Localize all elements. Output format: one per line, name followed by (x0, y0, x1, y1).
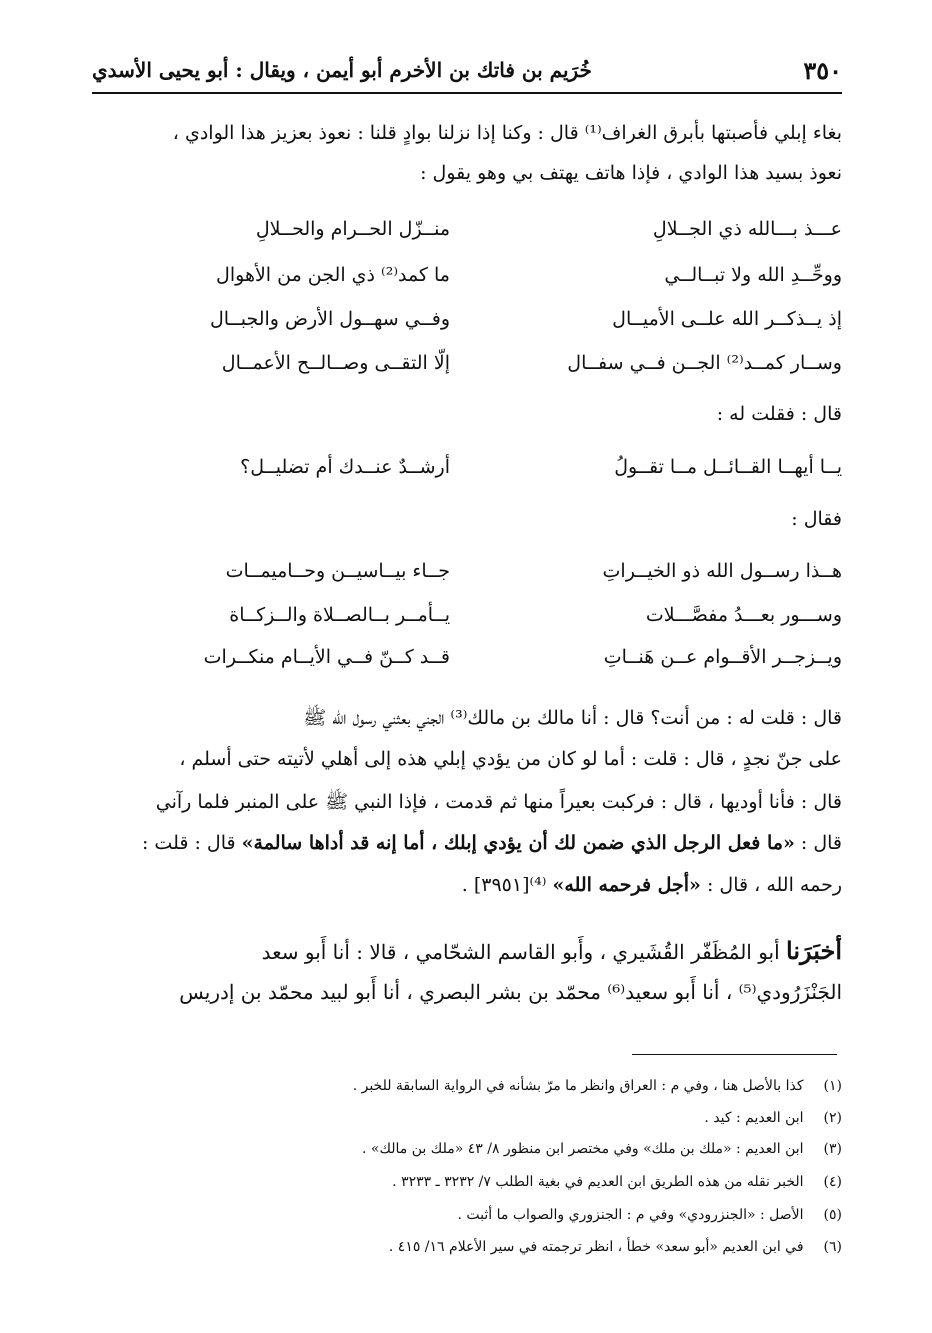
narration-said-2: قال : قلت : (141, 832, 236, 854)
verse-3-right: إذ يــذكــر الله علــى الأميــال (612, 308, 842, 330)
verse-6-left: جــاء بيــاسيــن وحــاميمــات (225, 560, 450, 582)
narration-rahimahu: رحمه الله ، قال : (706, 874, 842, 896)
header-rule (92, 92, 842, 94)
said-line-2: فقال : (791, 508, 842, 530)
narration-said: قال : (800, 832, 842, 854)
footnote-2 (200, 1110, 842, 1126)
footnote-number: (٥) (823, 1207, 842, 1223)
verse-1-left: منــزّل الحــرام والحــلالِ (255, 218, 450, 240)
verse-7-right: وســـور بعـــدُ مفصَّـــلات (645, 604, 842, 626)
verse-5-right: يــا أيهــا القــائــل مــا تقــولُ (614, 456, 842, 478)
footnote-text: الأصل : «الجنزرودي» وفي م : الجنزوري والصواب ما أثبت . (457, 1207, 804, 1223)
akhbarana-word: أخبَرَنا (786, 936, 842, 965)
footnote-text: الخبر نقله من هذه الطريق ابن العديم في بغية الطلب ٧/ ٣٢٣٢ ـ ٣٢٣٣ . (392, 1174, 804, 1190)
running-header (92, 52, 842, 90)
said-line-1: قال : فقلت له : (716, 403, 842, 425)
hadith-number: ⁽⁴⁾[٣٩٥١] . (461, 874, 547, 896)
verse-2-left: ما كمد⁽²⁾ ذي الجن من الأهوال (216, 264, 450, 286)
footnote-number: (٣) (823, 1141, 842, 1157)
footnote-text: ابن العديم : كيد . (704, 1110, 804, 1126)
narration-line-5 (92, 874, 842, 896)
prophet-quote-1: «ما فعل الرجل الذي ضمن لك أن يؤدي إبلك ، أما إنه قد أداها سالمة» (241, 832, 795, 854)
footnote-3 (200, 1141, 842, 1157)
footnote-separator (632, 1054, 837, 1055)
intro-line-1: بغاء إبلي فأصبتها بأبرق الغراف⁽¹⁾ قال : وكنا إذا نزلنا بوادٍ قلنا : نعوذ بعزيز هذا الوادي ، (172, 122, 842, 144)
isnad-line-2: الجَنْزَرُودي⁽⁵⁾ ، أنا أَبو سعيد⁽⁶⁾ محمّد بن بشر البصري ، أنا أَبو لبيد محمّد بن إدريس (179, 980, 842, 1004)
isnad-line-1-text: أبو المُظَفّر القُشَيري ، وأَبو القاسم الشحّامي ، قالا : أنا أَبو سعد (261, 940, 780, 964)
verse-3-left: وفــي سهــول الأرض والجبــال (209, 308, 450, 330)
verse-4-right: وســار كمــد⁽²⁾ الجــن فــي سفــال (567, 352, 842, 374)
footnote-1 (200, 1078, 842, 1094)
verse-6-right: هــذا رســول الله ذو الخيــراتِ (602, 560, 842, 582)
page-number: ٣٥٠ (803, 56, 842, 85)
prophet-quote-2: «أجل فرحمه الله» (552, 874, 701, 896)
isnad-line-1 (92, 936, 842, 965)
verse-2-right: ووحِّــدِ الله ولا تبــالــي (664, 264, 842, 286)
footnote-text: في ابن العديم «أبو سعد» خطأ ، انظر ترجمته في سير الأعلام ١٦/ ٤١٥ . (388, 1239, 804, 1255)
footnote-number: (١) (823, 1078, 842, 1094)
verse-5-left: أرشــدٌ عنــدك أم تضليــل؟ (240, 456, 450, 478)
narration-line-2: على جنّ نجدٍ ، قال : قلت : أما لو كان من يؤدي إبلي هذه إلى أهلي لأتيته حتى أسلم ، (179, 748, 842, 770)
verse-7-left: يــأمــر بــالصــلاة والــزكــاة (229, 604, 450, 626)
footnote-number: (٦) (823, 1239, 842, 1255)
footnote-4 (200, 1174, 842, 1190)
narration-line-4 (92, 832, 842, 854)
footnote-5 (200, 1207, 842, 1223)
verse-4-left: إلّا التقــى وصــالــح الأعمــال (221, 352, 450, 374)
verse-8-left: قــد كــنّ فــي الأيــام منكــرات (203, 646, 450, 668)
narration-line-1: قال : قلت له : من أنت؟ قال : أنا مالك بن مالك⁽³⁾ الجني بعثني رسول الله ﷺ (303, 707, 842, 729)
intro-line-2: نعوذ بسيد هذا الوادي ، فإذا هاتف يهتف بي وهو يقول : (420, 162, 842, 184)
verse-8-right: ويــزجــر الأقــوام عــن هَنــاتِ (603, 646, 842, 668)
narration-line-3: قال : فأنا أوديها ، قال : فركبت بعيراً منها ثم قدمت ، فإذا النبي ﷺ على المنبر فلما رآني (155, 791, 842, 813)
footnote-number: (٤) (823, 1174, 842, 1190)
footnote-text: كذا بالأصل هنا ، وفي م : العراق وانظر ما مرّ بشأنه في الرواية السابقة للخبر . (352, 1078, 804, 1094)
verse-1-right: عـــذ بـــالله ذي الجــلالِ (652, 218, 842, 240)
running-title: خُرَيم بن فاتك بن الأخرم أبو أيمن ، ويقال : أبو يحيى الأسدي (92, 58, 592, 82)
footnote-text: ابن العديم : «ملك بن ملك» وفي مختصر ابن منظور ٨/ ٤٣ «ملك بن مالك» . (362, 1141, 804, 1157)
footnote-number: (٢) (823, 1110, 842, 1126)
footnote-6 (200, 1239, 842, 1255)
